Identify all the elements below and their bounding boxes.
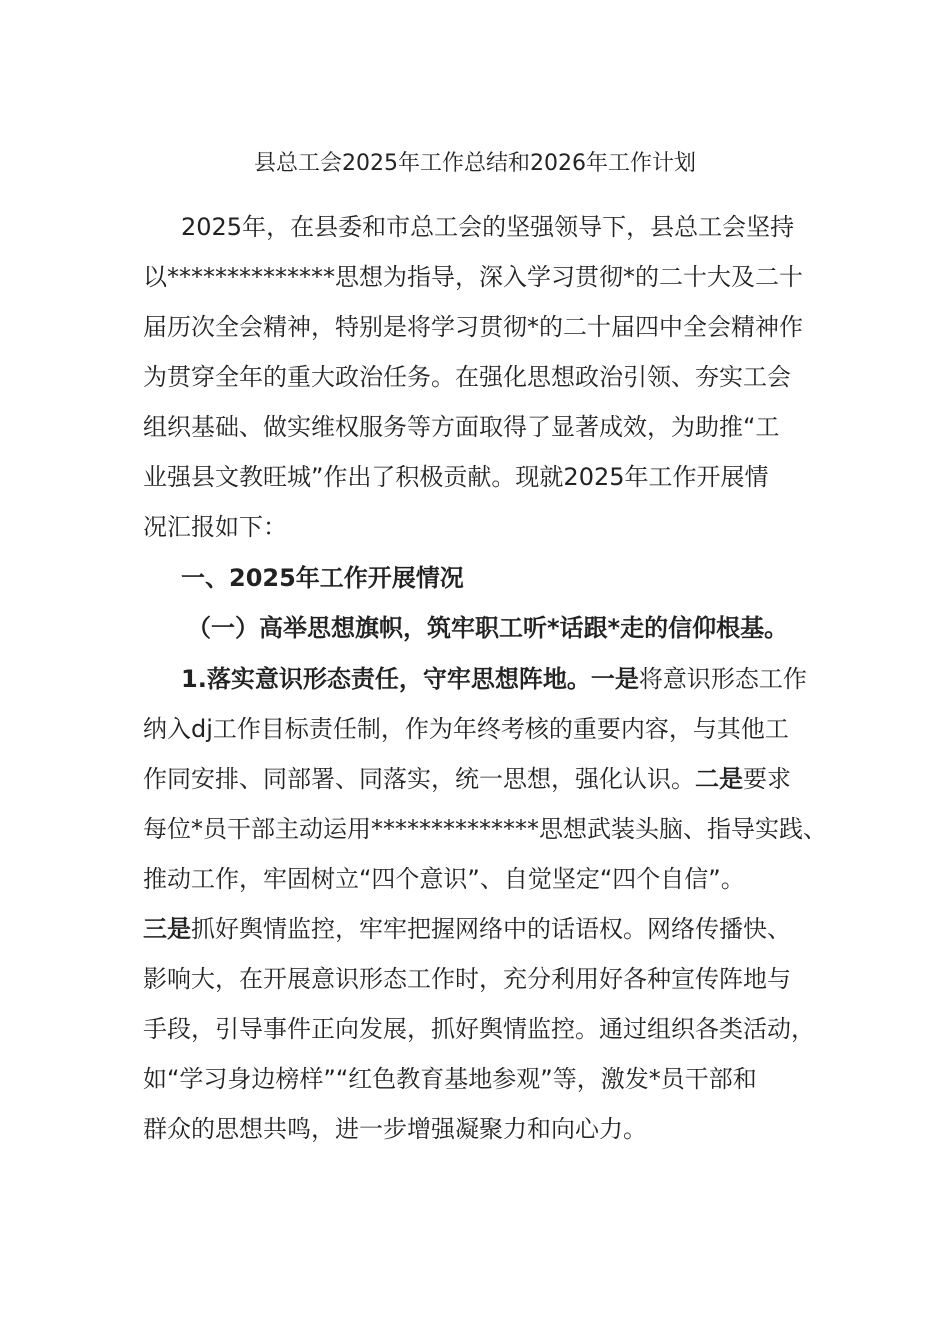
paragraph-line: 手段，引导事件正向发展，抓好舆情监控。通过组织各类活动，: [143, 1015, 815, 1043]
intro-line: 况汇报如下：: [143, 513, 287, 541]
intro-line: 业强县文教旺城”作出了积极贡献。现就2025年工作开展情: [143, 463, 769, 491]
paragraph-line: 群众的思想共鸣，进一步增强凝聚力和向心力。: [143, 1115, 647, 1143]
intro-line: 为贯穿全年的重大政治任务。在强化思想政治引领、夯实工会: [143, 363, 791, 391]
paragraph-line: 每位*员干部主动运用**************思想武装头脑、指导实践、: [143, 815, 827, 843]
intro-line: 届历次全会精神，特别是将学习贯彻*的二十届四中全会精神作: [143, 313, 803, 341]
section-heading: 一、2025年工作开展情况: [181, 564, 464, 592]
subsection-heading: （一）高举思想旗帜，筑牢职工听*话跟*走的信仰根基。: [187, 614, 789, 642]
section-headings: [143, 553, 807, 653]
paragraph-text: 将意识形态工作: [638, 665, 807, 693]
intro-line: 组织基础、做实维权服务等方面取得了显著成效，为助推“工: [143, 413, 780, 441]
intro-line: 以**************思想为指导，深入学习贯彻*的二十大及二十: [143, 263, 803, 291]
paragraph-text: 要求: [743, 765, 791, 793]
paragraph-line: 影响大，在开展意识形态工作时，充分利用好各种宣传阵地与: [143, 965, 791, 993]
paragraph-line: [143, 904, 807, 954]
point-heading: 1.落实意识形态责任，守牢思想阵地。: [181, 665, 591, 693]
second-point-marker: 二是: [695, 765, 743, 793]
paragraph-line: [143, 754, 807, 804]
paragraph-line: 如“学习身边榜样”“红色教育基地参观”等，激发*员干部和: [143, 1065, 757, 1093]
paragraph-ideology: [143, 654, 827, 1154]
paragraph-text: 抓好舆情监控，牢牢把握网络中的话语权。网络传播快、: [191, 915, 791, 943]
intro-paragraph: [143, 202, 807, 552]
intro-line: 2025年，在县委和市总工会的坚强领导下，县总工会坚持: [181, 213, 795, 241]
third-point-marker: 三是: [143, 915, 191, 943]
first-point-marker: 一是: [590, 665, 639, 693]
document-title: 县总工会2025年工作总结和2026年工作计划: [254, 151, 696, 176]
paragraph-text: 作同安排、同部署、同落实，统一思想，强化认识。: [143, 765, 695, 793]
paragraph-line: 推动工作，牢固树立“四个意识”、自觉坚定“四个自信”。: [143, 865, 745, 893]
paragraph-line: 纳入dj工作目标责任制，作为年终考核的重要内容，与其他工: [143, 715, 789, 743]
paragraph-line: [143, 654, 807, 704]
